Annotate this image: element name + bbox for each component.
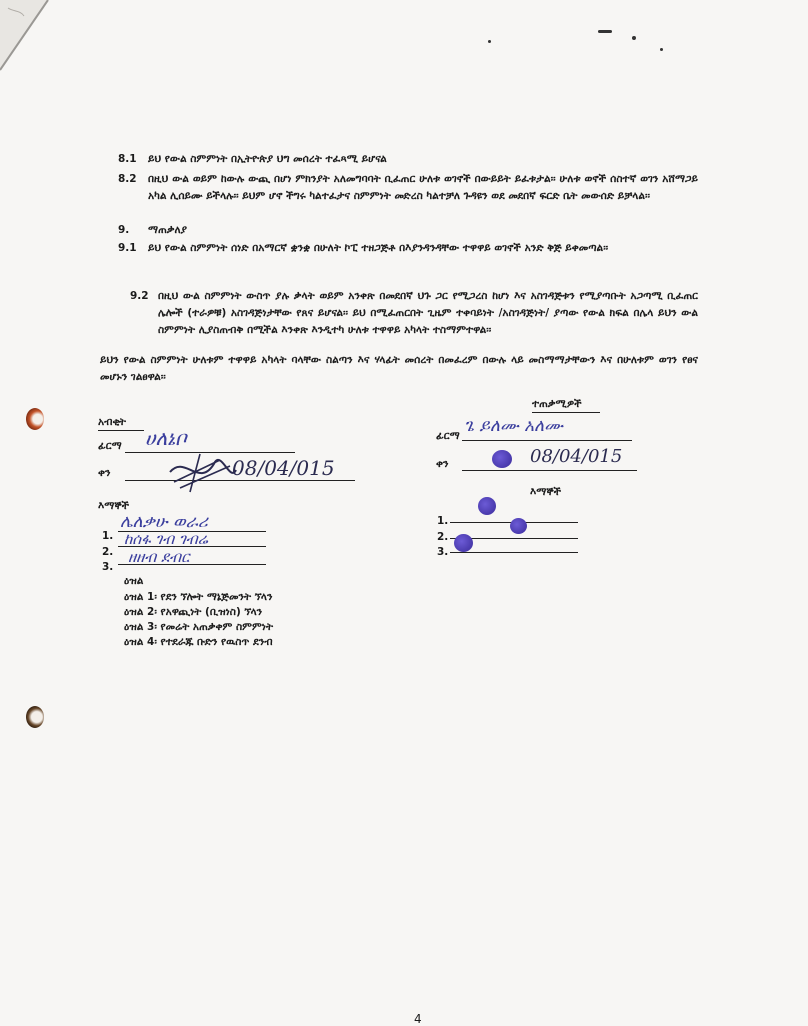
witness-signature: ሌለቃሁ ወራሪ [120,512,208,532]
witness-number: 3. [437,546,449,558]
scan-speck [598,30,612,33]
left-date-scribble [160,452,240,496]
witness-line [450,552,578,553]
stamp-mark [492,450,512,468]
stamp-mark [478,497,496,515]
clause-number: 9.1 [118,242,137,254]
right-party-title: ተጠቃሚዎች [532,398,582,410]
right-date-line [462,470,637,471]
right-party-title-underline [532,412,600,413]
closing-statement [100,352,698,388]
clause-number: 8.2 [118,173,137,185]
witness-number: 1. [102,530,114,542]
scan-speck [632,36,636,40]
witness-number: 1. [437,515,449,527]
right-date: 08/04/015 [530,446,623,467]
annex-item: ዕዝል 1፡ የደን ኘሎት ማኔጅመንት ኘላን [124,591,273,603]
witness-line [118,546,266,547]
left-party-title-underline [98,430,144,431]
section-title: ማጠቃለያ [148,224,188,236]
right-signature-label: ፊርማ [436,430,460,442]
punch-hole [26,706,44,728]
clause-text: ይህ የውል ስምምነት ሰነድ በአማርኛ ቋንቋ በሁለት ኮፒ ተዘጋጅቶ በእያንዳንዳቸው ተዋዋይ ወገኖች አንድ ቅጅ ይቀመጣል፡፡ [148,242,609,254]
annex-item: ዕዝል 4፡ የተደራጁ ቡድን የዉስጥ ደንብ [124,636,273,648]
scan-speck [488,40,491,43]
left-witnesses-title: እማኞች [98,500,130,512]
clause [118,240,698,276]
witness-number: 3. [102,561,114,573]
witness-signature: ዘዘብ ደብር [128,548,190,566]
clause-number: 8.1 [118,153,137,165]
clause [118,151,698,169]
clause [118,171,698,225]
clause-text: በዚህ ውል ወይም ከውሉ ውጪ በሆነ ምክንያት አለመግባባት ቢፈጠር ሁለቱ ወገኖች በውይይት ይፈቱታል፡፡ ሁለቱ ወኖች ሰስተኛ ወገን አሸማጋይ አካል ሊሰይሙ ይችላሉ፡፡ ይህም ሆኖ ችግሩ ካልተፈታና ስምምነት መድረስ ካልተቻለ ጉዳዩን ወደ መደበኛ ፍርድ ቤት መውሰድ ይቻላል፡፡ [148,173,698,202]
section-number: 9. [118,224,130,236]
left-party-title: አብቂት [98,416,127,428]
annex-item: ዕዝል 3፡ የመሬት አጠቃቀም ስምምነት [124,621,274,633]
left-signature: ሀለኔቦ [145,426,187,450]
punch-hole [26,408,44,430]
right-signature-line [462,440,632,441]
stamp-mark [510,518,527,534]
clause-number: 9.2 [130,290,149,302]
left-date-label: ቀን [98,467,111,479]
closing-text: ይህን የውል ስምምነት ሁለቱም ተዋዋይ አካላት ባላቸው ስልጣን እና ሃላፊት መሰረት በመፈረም በውሉ ላይ መስማማታቸውን እና በሁለቱም ወገን የፀና መሆኑን ገልፀዋል፡፡ [100,354,698,383]
left-signature-label: ፊርማ [98,440,122,452]
clause-text: በዚህ ውል ስምምነት ውስጥ ያሉ ቃላት ወይም አንቀጽ በመደበኛ ህጉ ጋር የሚጋረስ ከሆነ እና አስገዳጅቱን የሚያጣቡት አጋጣሚ ቢፈጠር ሌሎች (ተራዎቹ) አስገዳጅነታቸው የጸና ይሆናል፡፡ ይህ በሚፈጠርበት ጊዜም ተቀባይነት /አስገዳጅነት/ ያጣው የውል ክፍል በሌላ ይህን ውል ስምምነት ሊያስጠብቅ በሚችል እንቀጽ እንዲተካ ሁለቱ ተዋዋይ አካላት ተስማምተዋል፡፡ [158,290,698,336]
right-witnesses-title: እማኞች [530,486,562,498]
left-date: 08/04/015 [232,456,335,480]
witness-signature: ከሰፋ ገብ ገብሬ [124,530,208,548]
witness-number: 2. [102,546,114,558]
annex-item: ዕዝል 2፡ የአዋጪነት (ቢዝነስ) ኘላን [124,606,263,618]
clause [130,288,700,342]
folded-corner [0,0,60,80]
stamp-mark [454,534,473,552]
section-heading [118,222,698,240]
right-date-label: ቀን [436,458,449,470]
scan-speck [660,48,663,51]
witness-line [118,564,266,565]
right-signature: ጌ ይለሙ አለሙ [464,416,563,436]
page-number: 4 [414,1012,422,1026]
annex-title: ዕዝል [124,575,144,587]
clause-text: ይህ የውል ስምምነት በኢትዮጵያ ህግ መሰረት ተፈጻሚ ይሆናል [148,153,387,165]
witness-number: 2. [437,531,449,543]
